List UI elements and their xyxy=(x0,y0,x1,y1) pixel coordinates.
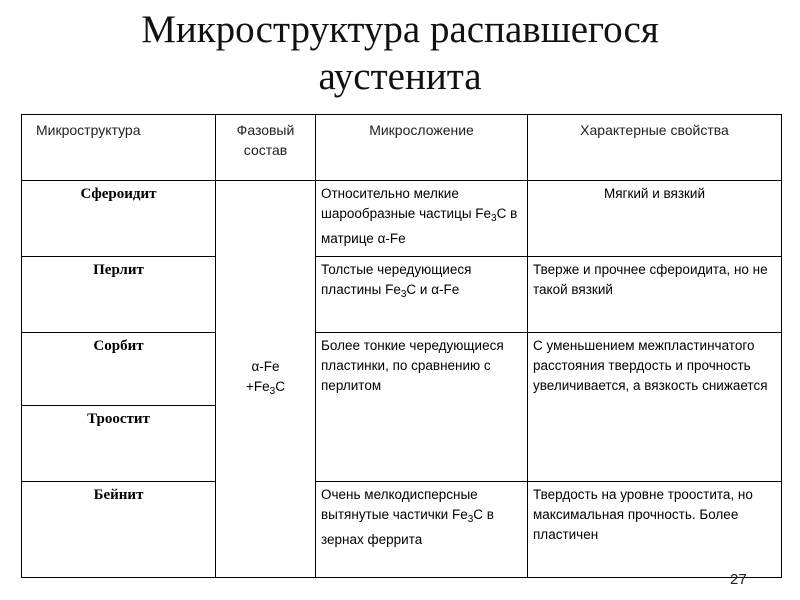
row-properties: С уменьшением межпластинчатого расстояния твердость и прочность увеличивается, а вязкость снижается xyxy=(528,333,782,482)
phase-subscript: 3 xyxy=(269,385,276,397)
row-properties: Тверже и прочнее сфероидита, но не такой вязкий xyxy=(528,257,782,333)
header-phase xyxy=(216,115,316,181)
row-description xyxy=(316,482,528,578)
row-name: Сорбит xyxy=(22,333,216,406)
page-number: 27 xyxy=(730,571,747,588)
row-name: Бейнит xyxy=(22,482,216,578)
table-row xyxy=(22,257,782,333)
desc-part-b: C в матрице α-Fe xyxy=(321,206,518,246)
phase-line2-a: +Fe xyxy=(246,378,270,394)
row-description: Более тонкие чередующиеся пластинки, по сравнению с перлитом xyxy=(316,333,528,482)
table-row xyxy=(22,333,782,406)
header-properties: Характерные свойства xyxy=(528,115,782,181)
phase-line1: α-Fe xyxy=(251,358,280,374)
desc-part-b: C и α-Fe xyxy=(406,282,460,297)
row-name: Троостит xyxy=(22,406,216,482)
header-phase-line2: состав xyxy=(243,142,288,158)
row-name: Перлит xyxy=(22,257,216,333)
desc-part-b: C в зернах феррита xyxy=(321,507,494,547)
desc-part-a: Относительно мелкие шарообразные частицы Fe xyxy=(321,186,492,221)
row-properties: Мягкий и вязкий xyxy=(528,181,782,257)
table-header-row xyxy=(22,115,782,181)
table-row xyxy=(22,482,782,578)
desc-subscript: 3 xyxy=(400,289,407,300)
row-description xyxy=(316,257,528,333)
table-row xyxy=(22,181,782,257)
title-line-2: аустенита xyxy=(318,55,482,98)
header-phase-line1: Фазовый xyxy=(236,122,295,138)
desc-subscript: 3 xyxy=(467,514,474,525)
desc-subscript: 3 xyxy=(491,213,497,224)
slide-title xyxy=(0,6,800,100)
phase-cell xyxy=(216,181,316,578)
row-properties: Твердость на уровне троостита, но максимальная прочность. Более пластичен xyxy=(528,482,782,578)
header-microstructure: Микроструктура xyxy=(22,115,216,181)
row-description xyxy=(316,181,528,257)
desc-part-a: Очень мелкодисперсные вытянутые частички Fe xyxy=(321,487,478,522)
microstructure-table xyxy=(21,114,782,578)
row-name: Сфероидит xyxy=(22,181,216,257)
desc-part-a: Толстые чередующиеся пластины Fe xyxy=(321,262,472,297)
header-composition: Микросложение xyxy=(316,115,528,181)
title-line-1: Микроструктура распавшегося xyxy=(141,8,659,51)
phase-line2-b: C xyxy=(275,378,285,394)
